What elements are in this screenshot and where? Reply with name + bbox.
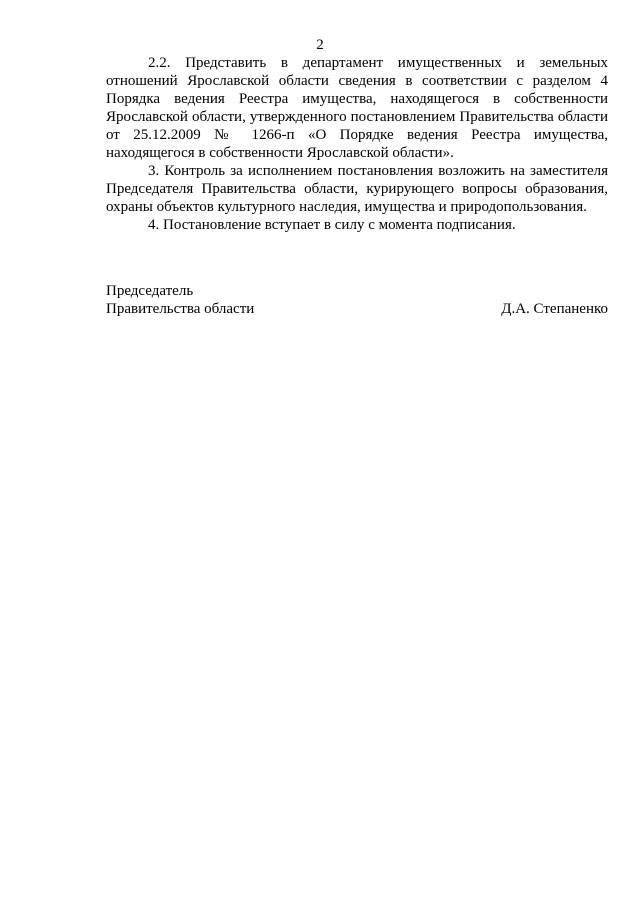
paragraph-2-2: 2.2. Представить в департамент имущественных и земельных отношений Ярославской области сведения в соответствии с разделом 4 Порядка ведения Реестра имущества, находящегося в собственности Ярославской области, утвержденного постановлением Правительства области от 25.12.2009 № 1266-п «О Порядке ведения Реестра имущества, находящегося в собственности Ярославской области».: [106, 55, 608, 161]
signatory-title-line2: Правительства области: [106, 301, 255, 317]
paragraph-4: 4. Постановление вступает в силу с момента подписания.: [148, 217, 516, 233]
signatory-name: Д.А. Степаненко: [501, 301, 608, 317]
page-number: 2: [316, 37, 324, 53]
paragraph-3: 3. Контроль за исполнением постановления возложить на заместителя Председателя Правительства области, курирующего вопросы образования, охраны объектов культурного наследия, имущества и природопользования.: [106, 163, 608, 215]
signature-block: [106, 282, 608, 318]
signatory-title-line1: Председатель: [106, 283, 194, 299]
document-body: [106, 54, 608, 234]
signature-line: [106, 300, 608, 318]
